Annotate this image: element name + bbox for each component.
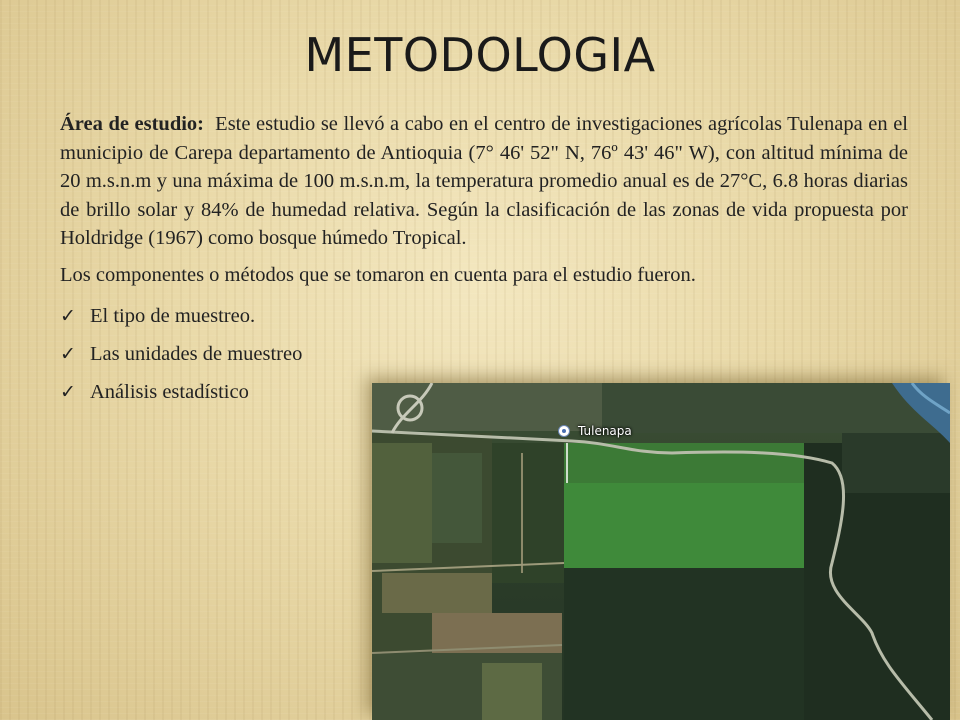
map-location-label: Tulenapa [578, 424, 632, 438]
study-area-paragraph [60, 110, 908, 253]
components-intro: Los componentes o métodos que se tomaron en cuenta para el estudio fueron. [60, 263, 696, 286]
map-pin-icon [558, 425, 570, 437]
study-area-label: Área de estudio: [60, 113, 205, 135]
check-icon: ✓ [60, 380, 76, 403]
list-item-text: Análisis estadístico [90, 380, 249, 403]
check-icon: ✓ [60, 304, 76, 327]
satellite-map-image [372, 383, 950, 720]
check-icon: ✓ [60, 342, 76, 365]
list-item [60, 297, 908, 335]
list-item-text: El tipo de muestreo. [90, 304, 256, 327]
slide-body [60, 110, 908, 411]
satellite-terrain [372, 383, 950, 720]
study-area-text: Este estudio se llevó a cabo en el centro de investigaciones agrícolas Tulenapa en el municipio de Carepa departamento de Antioquia (7° 46' 52" N, 76º 43' 46" W), con altitud mínima de 20 m.s.n.m y una máxima de 100 m.s.n.m, la temperatura promedio anual es de 27°C, 6.8 horas diarias de brillo solar y 84% de humedad relativa. Según la clasificación de las zonas de vida propuesta por Holdridge (1967) como bosque húmedo Tropical. [60, 113, 908, 249]
list-item [60, 335, 908, 373]
slide-title: METODOLOGIA [304, 28, 656, 82]
list-item-text: Las unidades de muestreo [90, 342, 303, 365]
